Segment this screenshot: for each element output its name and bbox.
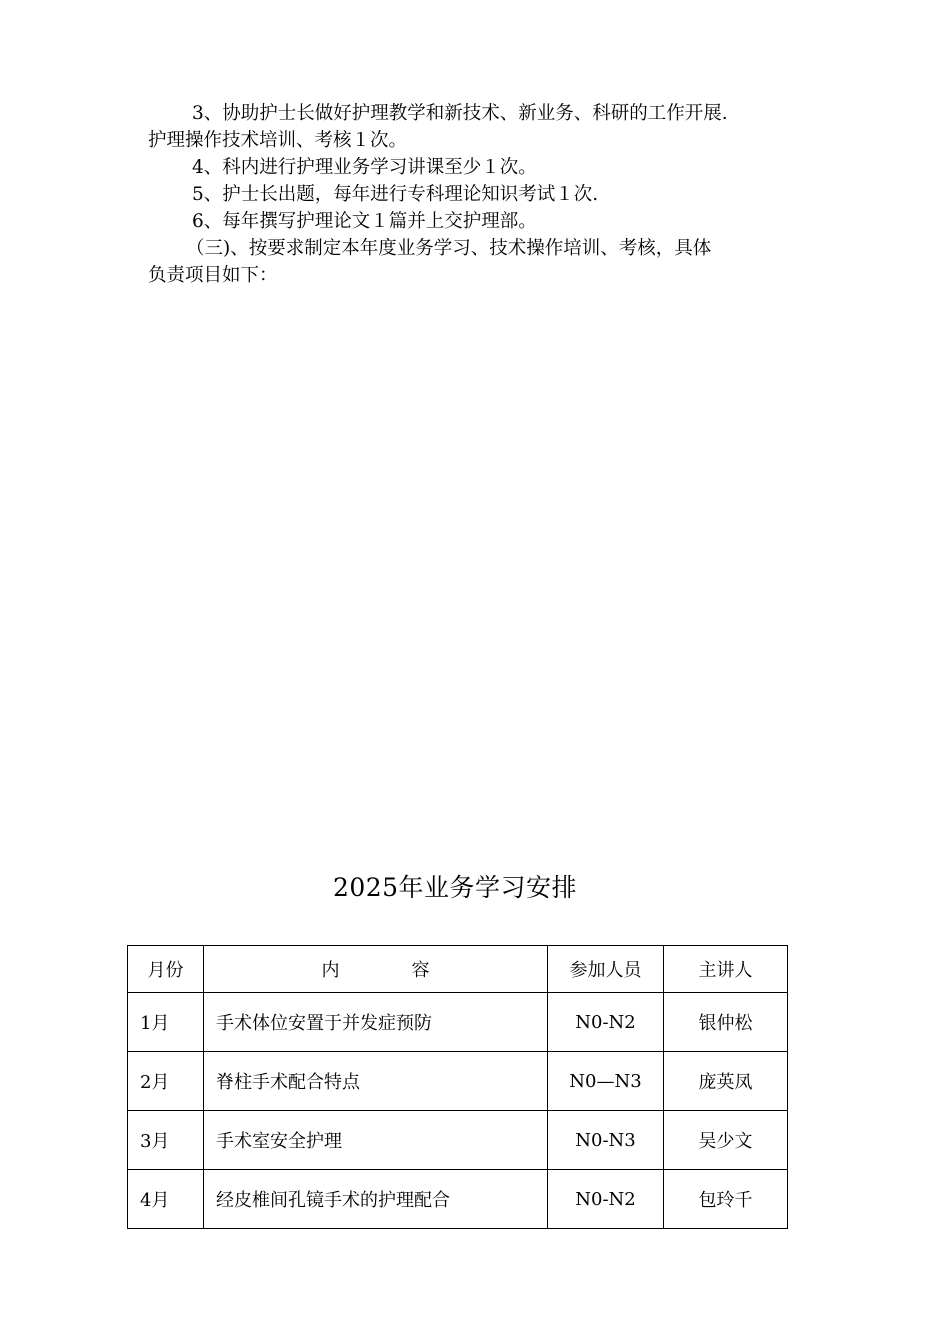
table-header-row bbox=[128, 946, 788, 993]
schedule-table bbox=[127, 945, 788, 1229]
cell-month: 3月 bbox=[128, 1111, 204, 1170]
header-speaker: 主讲人 bbox=[664, 946, 788, 993]
cell-participants: N0-N2 bbox=[548, 1170, 664, 1229]
cell-content: 经皮椎间孔镜手术的护理配合 bbox=[204, 1170, 548, 1229]
item3-line2: 护理操作技术培训、考核１次。 bbox=[148, 130, 408, 151]
header-content: 内 容 bbox=[204, 946, 548, 993]
paragraph-item6: 6、每年撰写护理论文１篇并上交护理部。 bbox=[192, 211, 537, 232]
paragraph-item5: 5、护士长出题，每年进行专科理论知识考试１次. bbox=[192, 184, 599, 205]
table-row bbox=[128, 993, 788, 1052]
cell-content: 手术体位安置于并发症预防 bbox=[204, 993, 548, 1052]
cell-participants: N0-N3 bbox=[548, 1111, 664, 1170]
cell-month: 2月 bbox=[128, 1052, 204, 1111]
paragraph-section3 bbox=[148, 235, 838, 289]
table-row bbox=[128, 1052, 788, 1111]
cell-speaker: 吴少文 bbox=[664, 1111, 788, 1170]
header-participants: 参加人员 bbox=[548, 946, 664, 993]
section3-line1: （三)、按要求制定本年度业务学习、技术操作培训、考核，具体 bbox=[186, 238, 712, 259]
cell-content: 脊柱手术配合特点 bbox=[204, 1052, 548, 1111]
cell-speaker: 庞英凤 bbox=[664, 1052, 788, 1111]
cell-month: 4月 bbox=[128, 1170, 204, 1229]
paragraph-item3 bbox=[148, 100, 838, 154]
cell-content: 手术室安全护理 bbox=[204, 1111, 548, 1170]
cell-participants: N0—N3 bbox=[548, 1052, 664, 1111]
cell-speaker: 包玲千 bbox=[664, 1170, 788, 1229]
cell-participants: N0-N2 bbox=[548, 993, 664, 1052]
table-row bbox=[128, 1111, 788, 1170]
cell-month: 1月 bbox=[128, 993, 204, 1052]
schedule-title: 2025年业务学习安排 bbox=[332, 873, 578, 902]
item3-line1: 3、协助护士长做好护理教学和新技术、新业务、科研的工作开展. bbox=[192, 103, 728, 124]
cell-speaker: 银仲松 bbox=[664, 993, 788, 1052]
header-month: 月份 bbox=[128, 946, 204, 993]
section3-line2: 负责项目如下： bbox=[148, 265, 278, 286]
paragraph-item4: 4、科内进行护理业务学习讲课至少１次。 bbox=[192, 157, 537, 178]
table-row bbox=[128, 1170, 788, 1229]
